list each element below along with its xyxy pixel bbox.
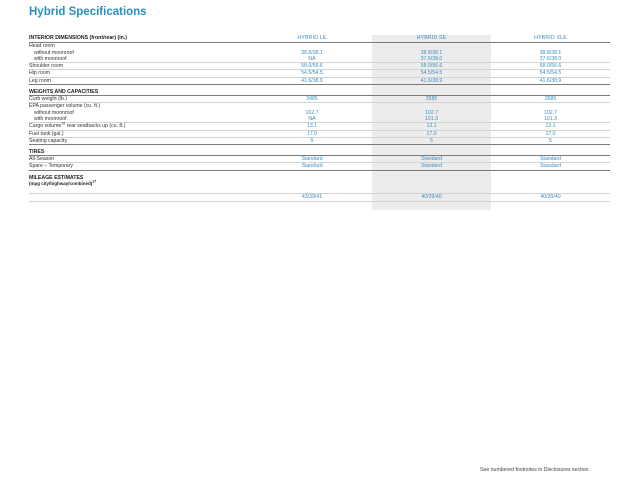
table-row: Curb weight (lb.) 3485 3585 3585 <box>29 95 610 102</box>
table-header <box>29 35 610 43</box>
col-hybrid-se: HYBRID SE <box>416 35 447 41</box>
table-row: Leg room 41.6/38.9 41.6/38.9 41.6/38.9 <box>29 77 610 84</box>
table-row: Head room without moonroof with moonroof 38.8/38.1 NA 38.8/38.1 37.6/38.0 38.8/38.1 37.6/38.0 <box>29 43 562 62</box>
table-row: Shoulder room 58.0/56.6 58.0/56.6 58.0/56.6 <box>29 62 610 69</box>
table-row: All-Season Standard Standard Standard <box>29 155 610 162</box>
section-header: MILEAGE ESTIMATES (mpg city/highway/combined)$^{17}$ <box>29 170 610 194</box>
spec-table <box>29 35 610 202</box>
table-row: Hip room 54.5/54.5 54.5/54.5 54.5/54.5 <box>29 69 610 76</box>
table-row: Cargo volume$^{16}$ rear seatbacks up (cu. ft.) 13.1 13.1 13.1 <box>29 122 610 129</box>
table-row: EPA passenger volume (cu. ft.) without moonroof with moonroof 102.7 NA 102.7 101.3 102.7 101.3 <box>29 102 610 122</box>
table-row: Fuel tank (gal.) 17.0 17.0 17.0 <box>29 130 610 137</box>
section-header: WEIGHTS AND CAPACITIES <box>29 84 610 95</box>
col-hybrid-xle: HYBRID XLE <box>534 35 567 41</box>
page-title: Hybrid Specifications <box>29 6 147 18</box>
table-row: 43/39/41 40/39/40 40/39/40 <box>29 193 610 201</box>
footnote: See numbered footnotes in Disclosures section. <box>480 467 590 473</box>
table-row: Spare – Temporary Standard Standard Standard <box>29 162 610 169</box>
section-header: TIRES <box>29 144 610 155</box>
row-label: Head room without moonroof with moonroof <box>29 43 74 62</box>
table-row: Seating capacity 5 5 5 <box>29 137 610 144</box>
interior-dimensions-header: INTERIOR DIMENSIONS (front/rear) (in.) <box>29 35 127 41</box>
col-hybrid-le: HYBRID LE <box>297 35 327 41</box>
